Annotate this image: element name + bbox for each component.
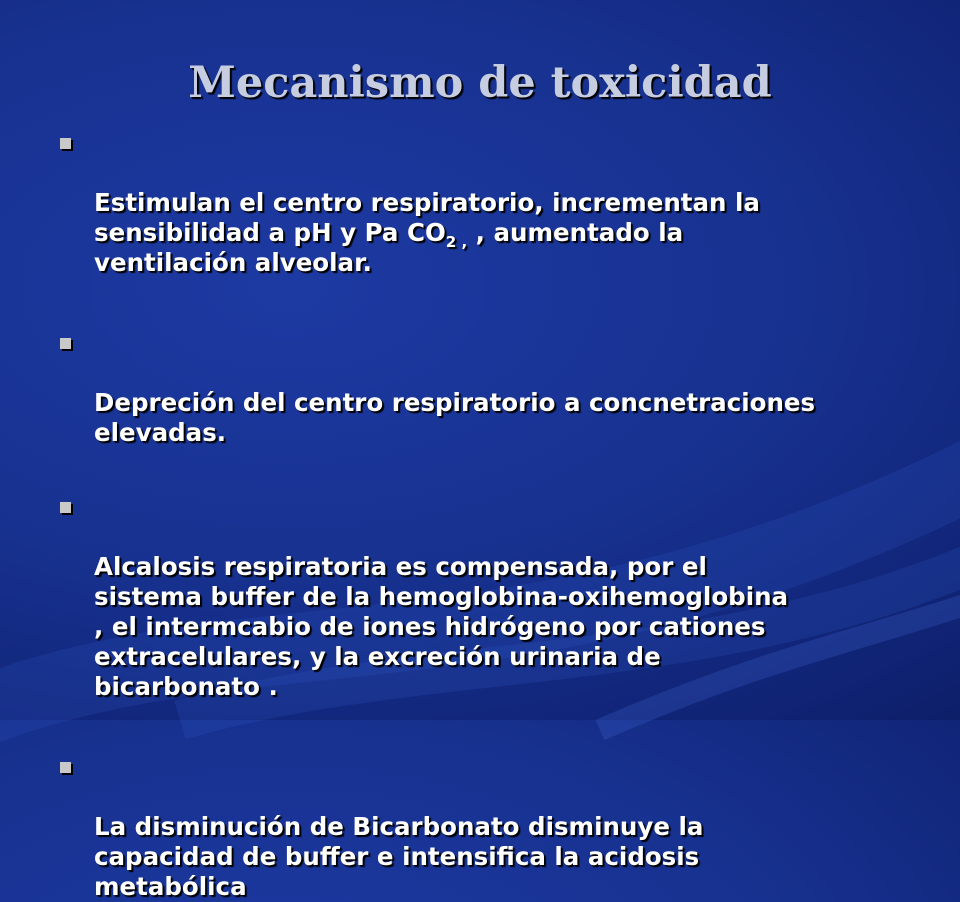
bullet-item — [58, 328, 918, 448]
square-bullet-icon — [60, 338, 71, 349]
square-bullet-icon — [60, 762, 71, 773]
bullet-item — [58, 492, 918, 702]
square-bullet-icon — [60, 138, 71, 149]
subscript-text: 2 , — [445, 233, 468, 251]
bullet-text-continued: , aumentado la ventilación alveolar. — [94, 218, 684, 277]
bullet-text: Alcalosis respiratoria es compensada, por el sistema buffer de la hemoglobina-oxihemoglobina , el intermcabio de iones hidrógeno por cationes extracelulares, y la excreción urinaria de bicarbonato . — [94, 552, 789, 701]
bullet-text: Depreción del centro respiratorio a concnetraciones elevadas. — [94, 388, 816, 447]
bullet-item — [58, 752, 918, 902]
bullet-text: Estimulan el centro respiratorio, incrementan la sensibilidad a pH y Pa CO — [94, 188, 760, 247]
bullet-text: La disminución de Bicarbonato disminuye la capacidad de buffer e intensifica la acidosis metabólica — [94, 812, 704, 901]
slide-title: Mecanismo de toxicidad — [188, 58, 772, 108]
bullet-list — [58, 128, 918, 902]
square-bullet-icon — [60, 502, 71, 513]
bullet-item — [58, 128, 918, 278]
